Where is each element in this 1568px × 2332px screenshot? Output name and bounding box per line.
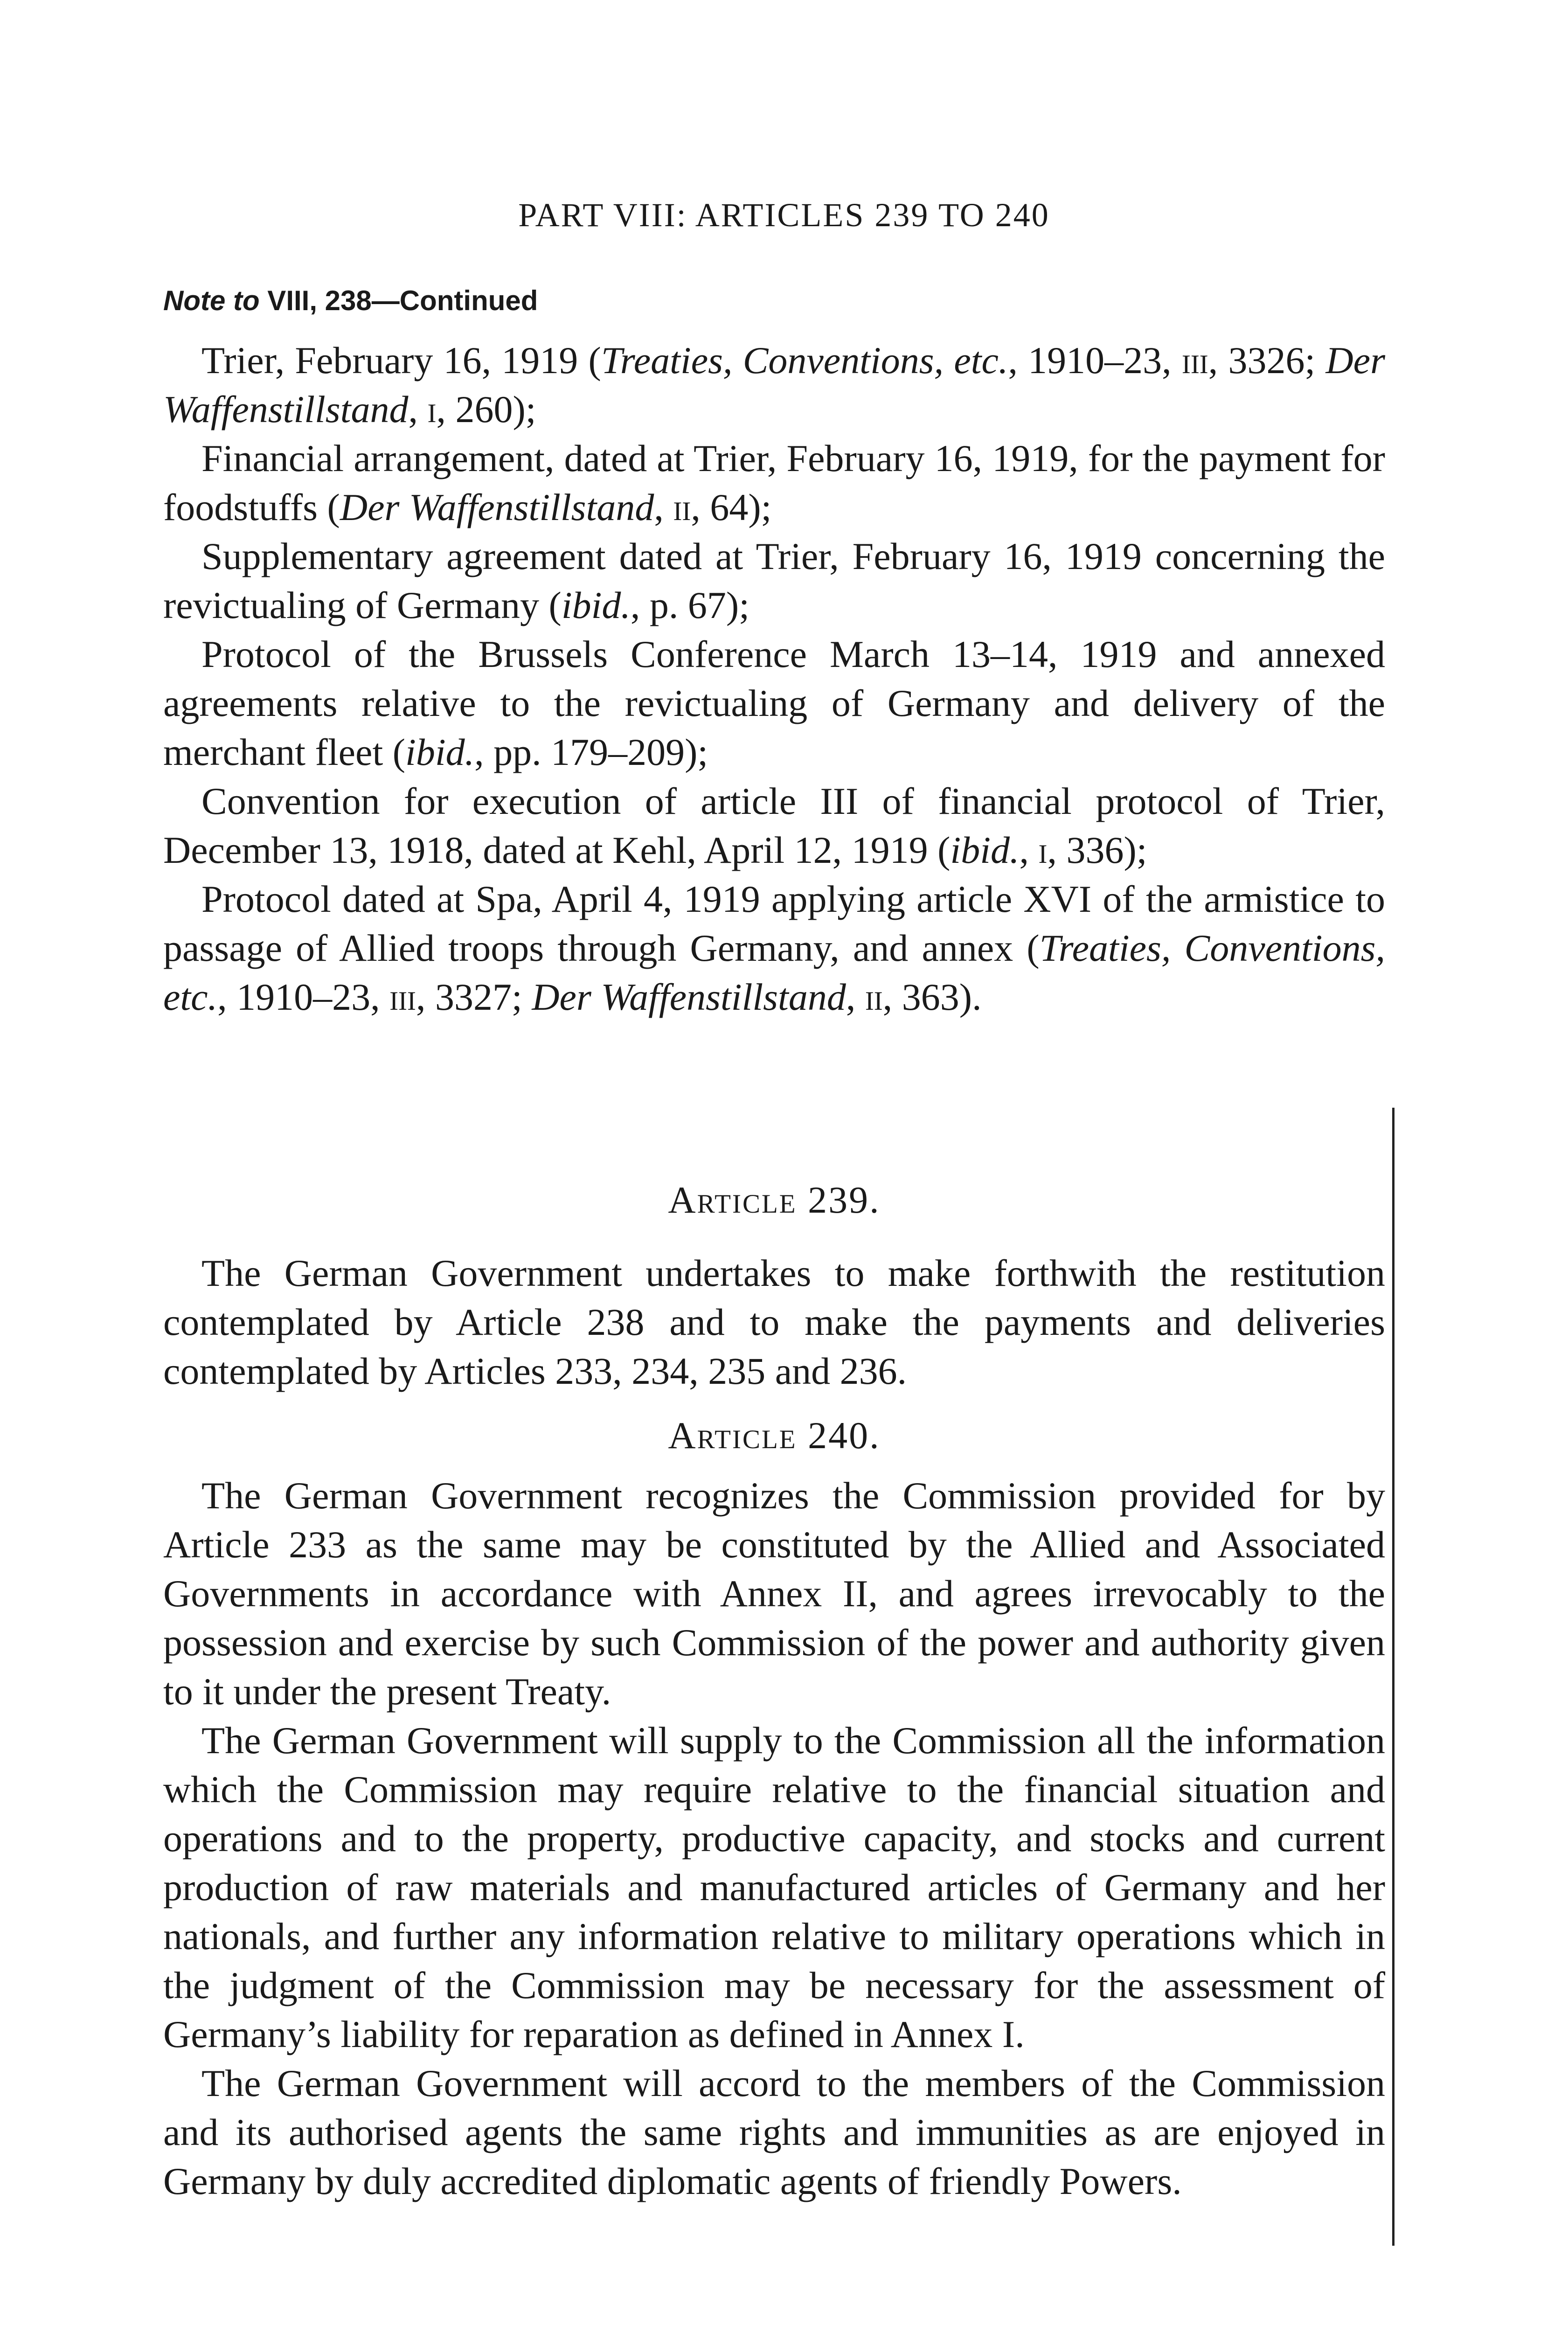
volume-numeral: i: [427, 388, 437, 430]
text-run: , 64);: [691, 486, 772, 528]
text-run: , pp. 179–209);: [474, 731, 708, 773]
note-heading-rest: VIII, 238—Continued: [259, 285, 538, 316]
italic-title: Treaties, Conventions, etc.: [601, 339, 1008, 382]
text-run: ,: [408, 388, 428, 430]
article-240-paragraph: The German Government recognizes the Commission provided for by Article 233 as the same may be constituted by the Allied and Associated Governments in accordance with Annex II, and agrees irrevocably to the possession and exercise by such Commission of the power and authority given to it under the present Treaty.: [163, 1474, 1385, 1713]
text-run: Convention for execution of article III of financial protocol of Trier, December 13, 1918, dated at Kehl, April 12, 1919 (: [163, 780, 1385, 871]
article-239-text: The German Government undertakes to make forthwith the restitution contemplated by Article 238 and to make the payments and deliveries contemplated by Articles 233, 234, 235 and 236.: [163, 1252, 1385, 1392]
article-239: [163, 1175, 1385, 1395]
text-run: Protocol of the Brussels Conference March 13–14, 1919 and annexed agreements relative to the revictualing of Germany and delivery of the merchant fleet (: [163, 633, 1385, 773]
note-heading-italic: Note to: [163, 285, 260, 316]
text-run: ,: [1019, 829, 1039, 871]
italic-ref: ibid.: [950, 829, 1020, 871]
note-paragraph-4: [163, 630, 1385, 777]
running-head: PART VIII: ARTICLES 239 TO 240: [518, 196, 1050, 234]
article-240-paragraph: The German Government will accord to the members of the Commission and its authorised agents the same rights and immunities as are enjoyed in Germany by duly accredited diplomatic agents of friendly Powers.: [163, 2062, 1385, 2202]
volume-numeral: ii: [865, 976, 883, 1018]
article-240-paragraph: The German Government will supply to the Commission all the information which the Commission may require relative to the financial situation and operations and to the property, productive capacity, and stocks and current production of raw materials and manufactured articles of Germany and her nationals, and further any information relative to military operations which in the judgment of the Commission may be necessary for the assessment of Germany’s liability for reparation as defined in Annex I.: [163, 1719, 1385, 2055]
article-240: [163, 1411, 1385, 2206]
text-run: Supplementary agreement dated at Trier, February 16, 1919 concerning the revictualing of Germany (: [163, 535, 1385, 626]
italic-title: Der Waffenstillstand: [340, 486, 654, 528]
text-run: , 363).: [882, 976, 982, 1018]
note-paragraph-2: [163, 434, 1385, 532]
article-239-heading: Article 239.: [668, 1179, 881, 1221]
note-body: [163, 336, 1385, 1021]
text-run: ,: [846, 976, 865, 1018]
note-paragraph-6: [163, 874, 1385, 1021]
volume-numeral: iii: [389, 976, 416, 1018]
volume-numeral: iii: [1181, 339, 1208, 382]
note-heading: [163, 285, 538, 317]
text-run: , 336);: [1047, 829, 1147, 871]
note-paragraph-3: [163, 532, 1385, 630]
text-run: , 3326;: [1208, 339, 1326, 382]
text-run: , p. 67);: [630, 584, 750, 626]
italic-ref: ibid.: [561, 584, 631, 626]
text-run: , 1910–23,: [1008, 339, 1182, 382]
text-run: Financial arrangement, dated at Trier, February 16, 1919, for the payment for foodstuffs (: [163, 437, 1385, 528]
text-run: , 260);: [436, 388, 536, 430]
volume-numeral: i: [1038, 829, 1048, 871]
article-240-heading: Article 240.: [668, 1414, 881, 1457]
italic-ref: ibid.: [405, 731, 475, 773]
italic-title: Treaties, Conventions, etc.: [163, 927, 1385, 1018]
text-run: , 3327;: [416, 976, 532, 1018]
margin-rule: [1392, 1108, 1395, 2246]
note-paragraph-5: [163, 777, 1385, 874]
text-run: Protocol dated at Spa, April 4, 1919 applying article XVI of the armistice to passage of Allied troops through Germany, and annex (: [163, 878, 1385, 969]
text-run: ,: [654, 486, 673, 528]
note-paragraph-1: [163, 336, 1385, 434]
text-run: Trier, February 16, 1919 (: [201, 339, 601, 382]
italic-title: Der Waffenstillstand: [163, 339, 1385, 430]
volume-numeral: ii: [673, 486, 691, 528]
italic-title: Der Waffenstillstand: [532, 976, 846, 1018]
text-run: , 1910–23,: [217, 976, 390, 1018]
